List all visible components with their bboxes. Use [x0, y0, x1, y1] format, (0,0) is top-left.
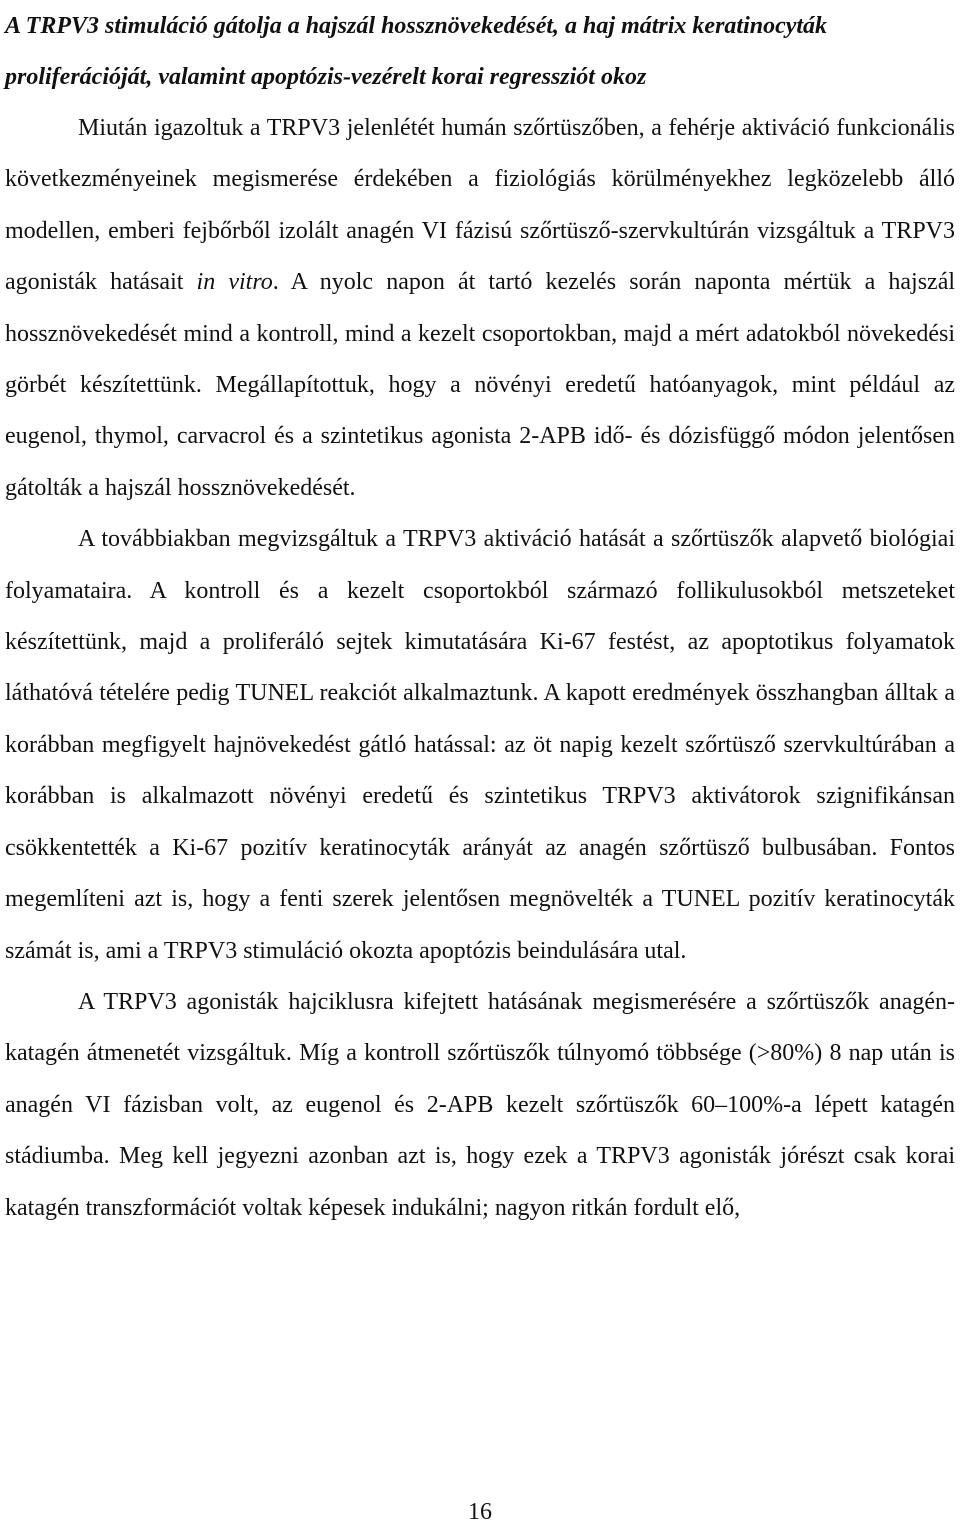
section-heading: A TRPV3 stimuláció gátolja a hajszál hossznövekedését, a haj mátrix keratinocyták proliferációját, valamint apoptózis-vezérelt korai regressziót okoz [5, 13, 828, 90]
paragraph-1-italic-term: in vitro [196, 269, 273, 296]
document-page [5, 0, 955, 1234]
paragraph-2: A továbbiakban megvizsgáltuk a TRPV3 aktiváció hatását a szőrtüszők alapvető biológiai folyamataira. A kontroll és a kezelt csoportokból származó follikulusokból metszeteket készítettünk, majd a proliferáló sejtek kimutatására Ki-67 festést, az apoptotikus folyamatok láthatóvá tételére pedig TUNEL reakciót alkalmaztunk. A kapott eredmények összhangban álltak a korábban megfigyelt hajnövekedést gátló hatással: az öt napig kezelt szőrtüsző szervkultúrában a korábban is alkalmazott növényi eredetű és szintetikus TRPV3 aktivátorok szignifikánsan csökkentették a Ki-67 pozitív keratinocyták arányát az anagén szőrtüsző bulbusában. Fontos megemlíteni azt is, hogy a fenti szerek jelentősen megnövelték a TUNEL pozitív keratinocyták számát is, ami a TRPV3 stimuláció okozta apoptózis beindulására utal. [5, 526, 955, 964]
paragraph-1 [5, 103, 955, 514]
paragraph-3: A TRPV3 agonisták hajciklusra kifejtett hatásának megismerésére a szőrtüszők anagén-katagén átmenetét vizsgáltuk. Míg a kontroll szőrtüszők túlnyomó többsége (>80%) 8 nap után is anagén VI fázisban volt, az eugenol és 2-APB kezelt szőrtüszők 60–100%-a lépett katagén stádiumba. Meg kell jegyezni azonban azt is, hogy ezek a TRPV3 agonisták jórészt csak korai katagén transzformációt voltak képesek indukálni; nagyon ritkán fordult elő, [5, 988, 955, 1221]
page-number: 16 [468, 1499, 492, 1525]
paragraph-1-text-b: . A nyolc napon át tartó kezelés során naponta mértük a hajszál hossznövekedését mind a kontroll, mind a kezelt csoportokban, majd a mért adatokból növekedési görbét készítettünk. Megállapítottuk, hogy a növényi eredetű hatóanyagok, mint például az eugenol, thymol, carvacrol és a szintetikus agonista 2-APB idő- és dózisfüggő módon jelentősen gátolták a hajszál hossznövekedését. [5, 269, 956, 501]
paragraph-1-text-a: Miután igazoltuk a TRPV3 jelenlétét humán szőrtüszőben, a fehérje aktiváció funkcionális következményeinek megismerése érdekében a fiziológiás körülményekhez legközelebb álló modellen, emberi fejbőrből izolált anagén VI fázisú szőrtüsző-szervkultúrán vizsgáltuk a TRPV3 agonisták hatásait [5, 115, 955, 296]
